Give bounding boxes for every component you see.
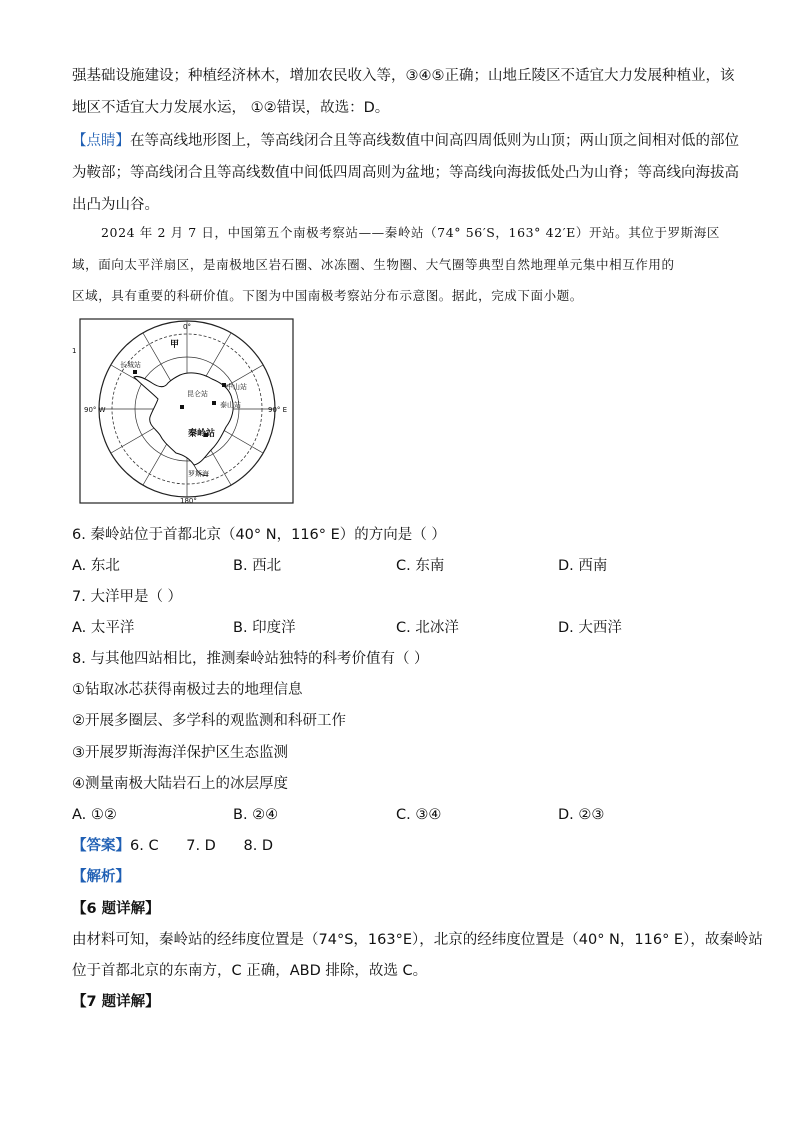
option-c: C. 北冰洋 [396, 620, 459, 636]
question-stem: 6. 秦岭站位于首都北京（40° N，116° E）的方向是（ ） [72, 527, 446, 543]
station-label-kunlun: 昆仑站 [187, 390, 208, 398]
label-180: 180° [180, 497, 197, 505]
answer-label: 【答案】 [72, 838, 130, 854]
dianjing-text: 在等高线地形图上，等高线闭合且等高线数值中间高四周低则为山顶；两山顶之间相对低的部位 [130, 133, 739, 149]
station-label-taishan: 泰山站 [220, 401, 241, 409]
option-d: D. ②③ [558, 807, 605, 823]
detail-label: 【7 题详解】 [72, 994, 160, 1010]
question-item: ④测量南极大陆岩石上的冰层厚度 [72, 776, 288, 792]
detail-line: 由材料可知，秦岭站的经纬度位置是（74°S，163°E），北京的经纬度位置是（40° N，116° E），故秦岭站 [72, 932, 763, 948]
antarctic-stations-map [72, 317, 296, 505]
ocean-jia-label: 甲 [170, 340, 180, 350]
material-line: 2024 年 2 月 7 日，中国第五个南极考察站——秦岭站（74° 56′S，163° 42′E）开站。其位于罗斯海区 [101, 225, 720, 240]
material-line: 域，面向太平洋扇区，是南极地区岩石圈、冰冻圈、生物圈、大气圈等典型自然地理单元集中相互作用的 [72, 257, 675, 272]
question-item: ①钻取冰芯获得南极过去的地理信息 [72, 682, 303, 698]
paragraph-line: 强基础设施建设；种植经济林木，增加农民收入等，③④⑤正确；山地丘陵区不适宜大力发展种植业，该 [72, 68, 735, 84]
option-d: D. 西南 [558, 558, 608, 574]
paragraph-line: 地区不适宜大力发展水运， ①②错误，故选：D。 [72, 100, 390, 116]
question-item: ②开展多圈层、多学科的观监测和科研工作 [72, 713, 346, 729]
label-0-deg: 0° [183, 323, 191, 331]
option-c: C. 东南 [396, 558, 445, 574]
option-b: B. 西北 [233, 558, 282, 574]
option-a: A. ①② [72, 807, 117, 823]
option-a: A. 太平洋 [72, 620, 135, 636]
station-label-zhongshan: 中山站 [226, 383, 247, 391]
station-label-changcheng: 长城站 [120, 361, 141, 369]
answer-text: 6. C 7. D 8. D [130, 838, 274, 854]
material-line: 区域，具有重要的科研价值。下图为中国南极考察站分布示意图。据此，完成下面小题。 [72, 288, 583, 303]
station-label-qinling: 秦岭站 [188, 429, 216, 439]
question-stem: 8. 与其他四站相比，推测秦岭站独特的科考价值有（ ） [72, 651, 429, 667]
detail-line: 位于首都北京的东南方，C 正确，ABD 排除，故选 C。 [72, 963, 428, 979]
question-stem: 7. 大洋甲是（ ） [72, 589, 183, 605]
option-b: B. ②④ [233, 807, 279, 823]
label-90w: 90° W [84, 406, 106, 414]
option-b: B. 印度洋 [233, 620, 296, 636]
station-marker [180, 405, 184, 409]
option-d: D. 大西洋 [558, 620, 622, 636]
option-c: C. ③④ [396, 807, 442, 823]
dianjing-paragraph [72, 131, 739, 151]
analysis-label: 【解析】 [72, 869, 130, 885]
option-a: A. 东北 [72, 558, 120, 574]
dianjing-label: 【点睛】 [72, 133, 130, 149]
label-90e: 90° E [268, 406, 288, 414]
paragraph-line: 出凸为山谷。 [72, 197, 159, 213]
answer-line [72, 836, 273, 856]
detail-label: 【6 题详解】 [72, 901, 160, 917]
station-marker [212, 401, 216, 405]
paragraph-line: 为鞍部；等高线闭合且等高线数值中间低四周高则为盆地；等高线向海拔低处凸为山脊；等高线向海拔高 [72, 165, 739, 181]
question-item: ③开展罗斯海海洋保护区生态监测 [72, 745, 288, 761]
station-marker [133, 370, 137, 374]
sea-label-ross: 罗斯海 [188, 470, 209, 478]
map-edge-mark: 1 [72, 347, 77, 355]
